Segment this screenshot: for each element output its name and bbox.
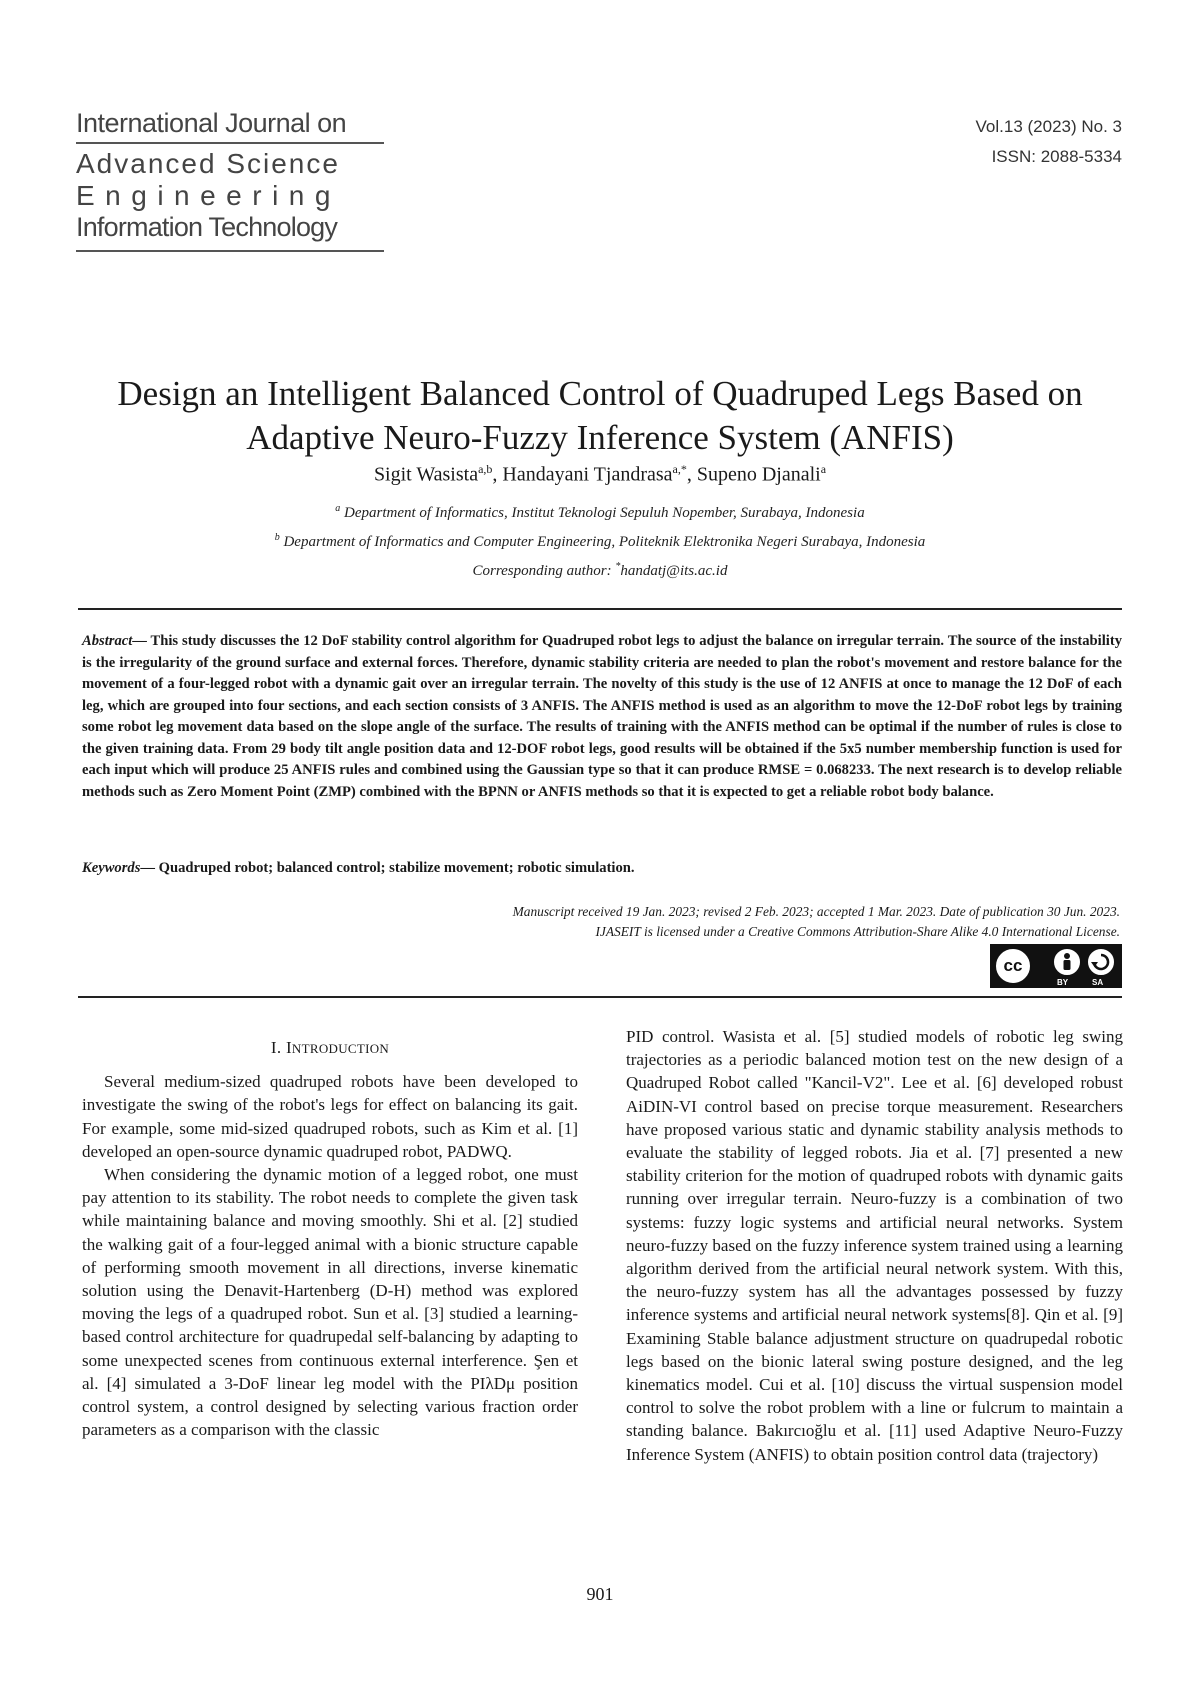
journal-name-line1: International Journal on (76, 108, 347, 138)
keywords-dash: — (140, 860, 159, 876)
cc-icon-label: cc (1003, 956, 1023, 975)
corresponding-superscript: * (615, 561, 621, 572)
manuscript-info (513, 902, 1120, 942)
page-number: 901 (586, 1584, 614, 1604)
journal-name-line2: Advanced Science (76, 148, 340, 179)
abstract-dash: — (132, 633, 151, 649)
corresponding-author (0, 561, 1200, 580)
body-column-right (626, 1025, 1123, 1466)
logo-divider-bottom (76, 250, 384, 252)
title-line-2: Adaptive Neuro-Fuzzy Inference System (ANFIS) (246, 418, 954, 457)
by-label: BY (1057, 978, 1069, 987)
paper-title (60, 372, 1140, 460)
author-superscript: a,* (672, 462, 687, 476)
author-list (0, 462, 1200, 487)
journal-logo (76, 106, 384, 252)
affiliation-text: Department of Informatics and Computer Engineering, Politeknik Elektronika Negeri Surabaya, Indonesia (283, 534, 926, 550)
affiliation-text: Department of Informatics, Institut Teknologi Sepuluh Nopember, Surabaya, Indonesia (344, 505, 865, 521)
title-line-1: Design an Intelligent Balanced Control of Quadruped Legs Based on (117, 374, 1083, 413)
abstract-divider (78, 996, 1122, 998)
section-title-rest: NTRODUCTION (291, 1041, 390, 1056)
abstract-text: This study discusses the 12 DoF stability control algorithm for Quadruped robot legs to adjust the balance on irregular terrain. The source of the instability is the irregularity of the ground surface and external forces. Therefore, dynamic stability criteria are needed to plan the robot's movement and restore balance for the movement of a four-legged robot with a dynamic gait over an irregular terrain. The novelty of this study is the use of 12 ANFIS at once to manage the 12 DoF of each leg, which are grouped into four sections, and each section consists of 3 ANFIS. The ANFIS method is used as an algorithm to move the 12-DoF robot legs by training some robot leg movement data based on the slope angle of the surface. The results of training with the ANFIS method can be optimal if the number of rules is close to the given training data. From 29 body tilt angle position data and 12-DOF robot legs, good results will be obtained if the 5x5 number membership function is used for each input which will produce 25 ANFIS rules and combined using the Gaussian type so that it can produce RMSE = 0.068233. The next research is to develop reliable methods such as Zero Moment Point (ZMP) combined with the BPNN or ANFIS methods so that it is expected to get a reliable robot body balance. (82, 633, 1122, 800)
share-alike-icon (1086, 947, 1116, 977)
corresponding-email[interactable]: handatj@its.ac.id (620, 563, 728, 579)
affiliation-superscript: b (274, 532, 280, 543)
author-name: Sigit Wasista (373, 463, 479, 486)
author-superscript: a,b (478, 462, 493, 476)
abstract (82, 631, 1122, 803)
license-statement: IJASEIT is licensed under a Creative Commons Attribution-Share Alike 4.0 International License. (595, 924, 1120, 939)
author-name: Supeno Djanali (696, 463, 821, 486)
keywords-text: Quadruped robot; balanced control; stabilize movement; robotic simulation. (158, 860, 635, 876)
body-paragraph: Several medium-sized quadruped robots have been developed to investigate the swing of the robot's legs for effect on balancing its gait. For example, some mid-sized quadruped robots, such as Kim et al. [1] developed an open-source dynamic quadruped robot, PADWQ. (82, 1072, 578, 1161)
attribution-icon (1052, 947, 1082, 977)
abstract-label: Abstract (82, 633, 133, 649)
section-heading (82, 1036, 578, 1060)
body-paragraph: When considering the dynamic motion of a legged robot, one must pay attention to its stability. The robot needs to complete the given task while maintaining balance and moving smoothly. Shi et al. [2] studied the walking gait of a four-legged animal with a bionic structure capable of performing smooth movement in all directions, inverse kinematic solution using the Denavit-Hartenberg (D-H) method was explored moving the legs of a quadruped robot. Sun et al. [3] studied a learning-based control architecture for quadrupedal self-balancing by adapting to some unexpected scenes from continuous external interference. Şen et al. [4] simulated a 3-DoF linear leg model with the PIλDμ position control system, a control designed by selecting various fraction order parameters as a comparison with the classic (82, 1165, 578, 1440)
manuscript-dates: Manuscript received 19 Jan. 2023; revised 2 Feb. 2023; accepted 1 Mar. 2023. Date of publication 30 Jun. 2023. (512, 904, 1120, 919)
affiliation-superscript: a (335, 503, 341, 514)
sa-label: SA (1092, 978, 1104, 987)
keywords (82, 860, 1122, 877)
author-separator: , (686, 463, 697, 486)
cc-icon (994, 947, 1032, 985)
author-name: Handayani Tjandrasa (502, 463, 673, 486)
header-divider (78, 608, 1122, 610)
affiliation (0, 532, 1200, 551)
cc-license-badge[interactable] (990, 944, 1122, 988)
body-column-left (82, 1036, 578, 1441)
author-separator: , (492, 463, 503, 486)
corresponding-label: Corresponding author: (472, 563, 616, 579)
journal-name-line3: Engineering (76, 180, 341, 211)
body-paragraph: PID control. Wasista et al. [5] studied models of robotic leg swing trajectories as a periodic balanced motion test on the new design of a Quadruped Robot called "Kancil-V2". Lee et al. [6] developed robust AiDIN-VI control based on precise torque measurement. Researchers have proposed various static and dynamic stability analysis methods to evaluate the stability of legged robots. Jia et al. [7] presented a new stability criterion for the motion of quadruped robots with dynamic gaits running over irregular terrain. Neuro-fuzzy is a combination of two systems: fuzzy logic systems and artificial neural networks. System neuro-fuzzy based on the fuzzy inference system trained using a learning algorithm derived from the artificial neural network system. With this, the neuro-fuzzy system has all the advantages possessed by fuzzy inference systems and artificial neural network systems[8]. Qin et al. [9] Examining Stable balance adjustment structure on quadrupedal robotic legs based on the bionic lateral swing posture designed, and the leg kinematics model. Cui et al. [10] discuss the virtual suspension model control to solve the robot problem with a line or fulcrum to maintain a standing balance. Bakırcıoğlu et al. [11] used Adaptive Neuro-Fuzzy Inference System (ANFIS) to obtain position control data (trajectory) (626, 1027, 1123, 1464)
volume-number: Vol.13 (2023) No. 3 (975, 117, 1122, 136)
journal-volume-info (976, 112, 1122, 172)
section-title-initial: I (285, 1038, 292, 1057)
keywords-label: Keywords (82, 860, 141, 876)
issn: ISSN: 2088-5334 (991, 147, 1122, 166)
journal-name-line4: Information Technology (76, 212, 338, 242)
affiliation (0, 503, 1200, 522)
logo-divider (76, 142, 384, 144)
author-superscript: a (820, 462, 827, 476)
section-number: I. (270, 1038, 282, 1057)
